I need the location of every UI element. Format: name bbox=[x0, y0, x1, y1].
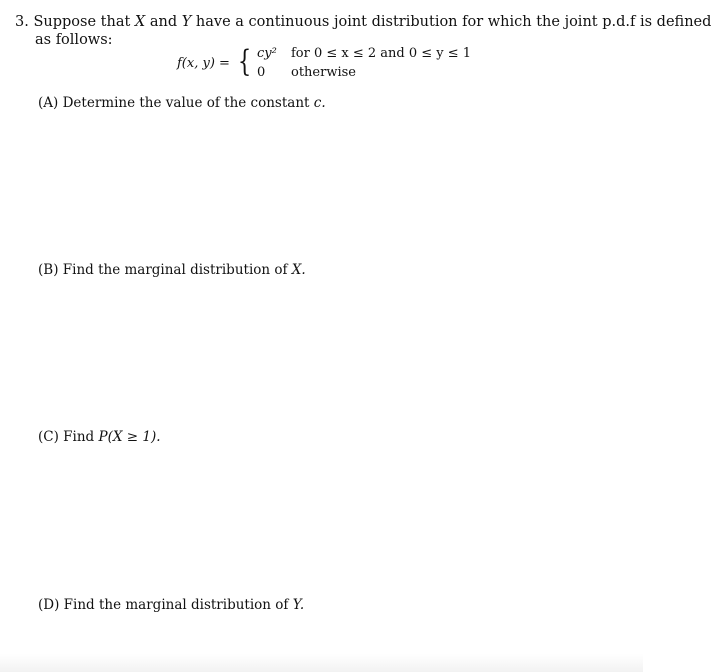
part-d bbox=[38, 597, 304, 613]
part-a-label: (A) bbox=[38, 95, 59, 111]
question-line-2: as follows: bbox=[35, 32, 113, 48]
part-b-label: (B) bbox=[38, 262, 59, 278]
part-c bbox=[38, 429, 161, 445]
part-c-text: Find bbox=[63, 429, 95, 445]
case1-condition: for 0 ≤ x ≤ 2 and 0 ≤ y ≤ 1 bbox=[291, 46, 472, 61]
part-d-label: (D) bbox=[38, 597, 60, 613]
part-a bbox=[38, 95, 326, 111]
formula-brace: { bbox=[237, 44, 252, 79]
part-b-text: Find the marginal distribution of bbox=[62, 262, 288, 278]
part-a-text: Determine the value of the constant bbox=[62, 95, 310, 111]
part-d-text: Find the marginal distribution of bbox=[63, 597, 289, 613]
formula-lhs: f(x, y) = bbox=[177, 56, 230, 71]
case2-value: 0 bbox=[257, 65, 266, 80]
part-c-label: (C) bbox=[38, 429, 59, 445]
case2-condition: otherwise bbox=[291, 65, 356, 80]
part-b bbox=[38, 262, 306, 278]
case1-value: cy² bbox=[257, 46, 277, 61]
part-d-variable: Y. bbox=[292, 597, 305, 613]
and-word: and bbox=[149, 14, 178, 30]
question-number: 3. bbox=[15, 14, 29, 30]
question-line-1 bbox=[15, 13, 711, 31]
part-a-variable: c. bbox=[313, 95, 326, 111]
part-b-variable: X. bbox=[291, 262, 306, 278]
page-bottom-edge bbox=[0, 654, 643, 672]
variable-x: X bbox=[134, 14, 146, 30]
pdf-formula bbox=[175, 44, 495, 84]
variable-y: Y bbox=[181, 14, 192, 30]
part-c-expression: P(X ≥ 1). bbox=[98, 429, 161, 445]
intro-text-part2: have a continuous joint distribution for which the joint p.d.f is defined bbox=[195, 14, 711, 30]
intro-text-part1: Suppose that bbox=[33, 14, 131, 30]
